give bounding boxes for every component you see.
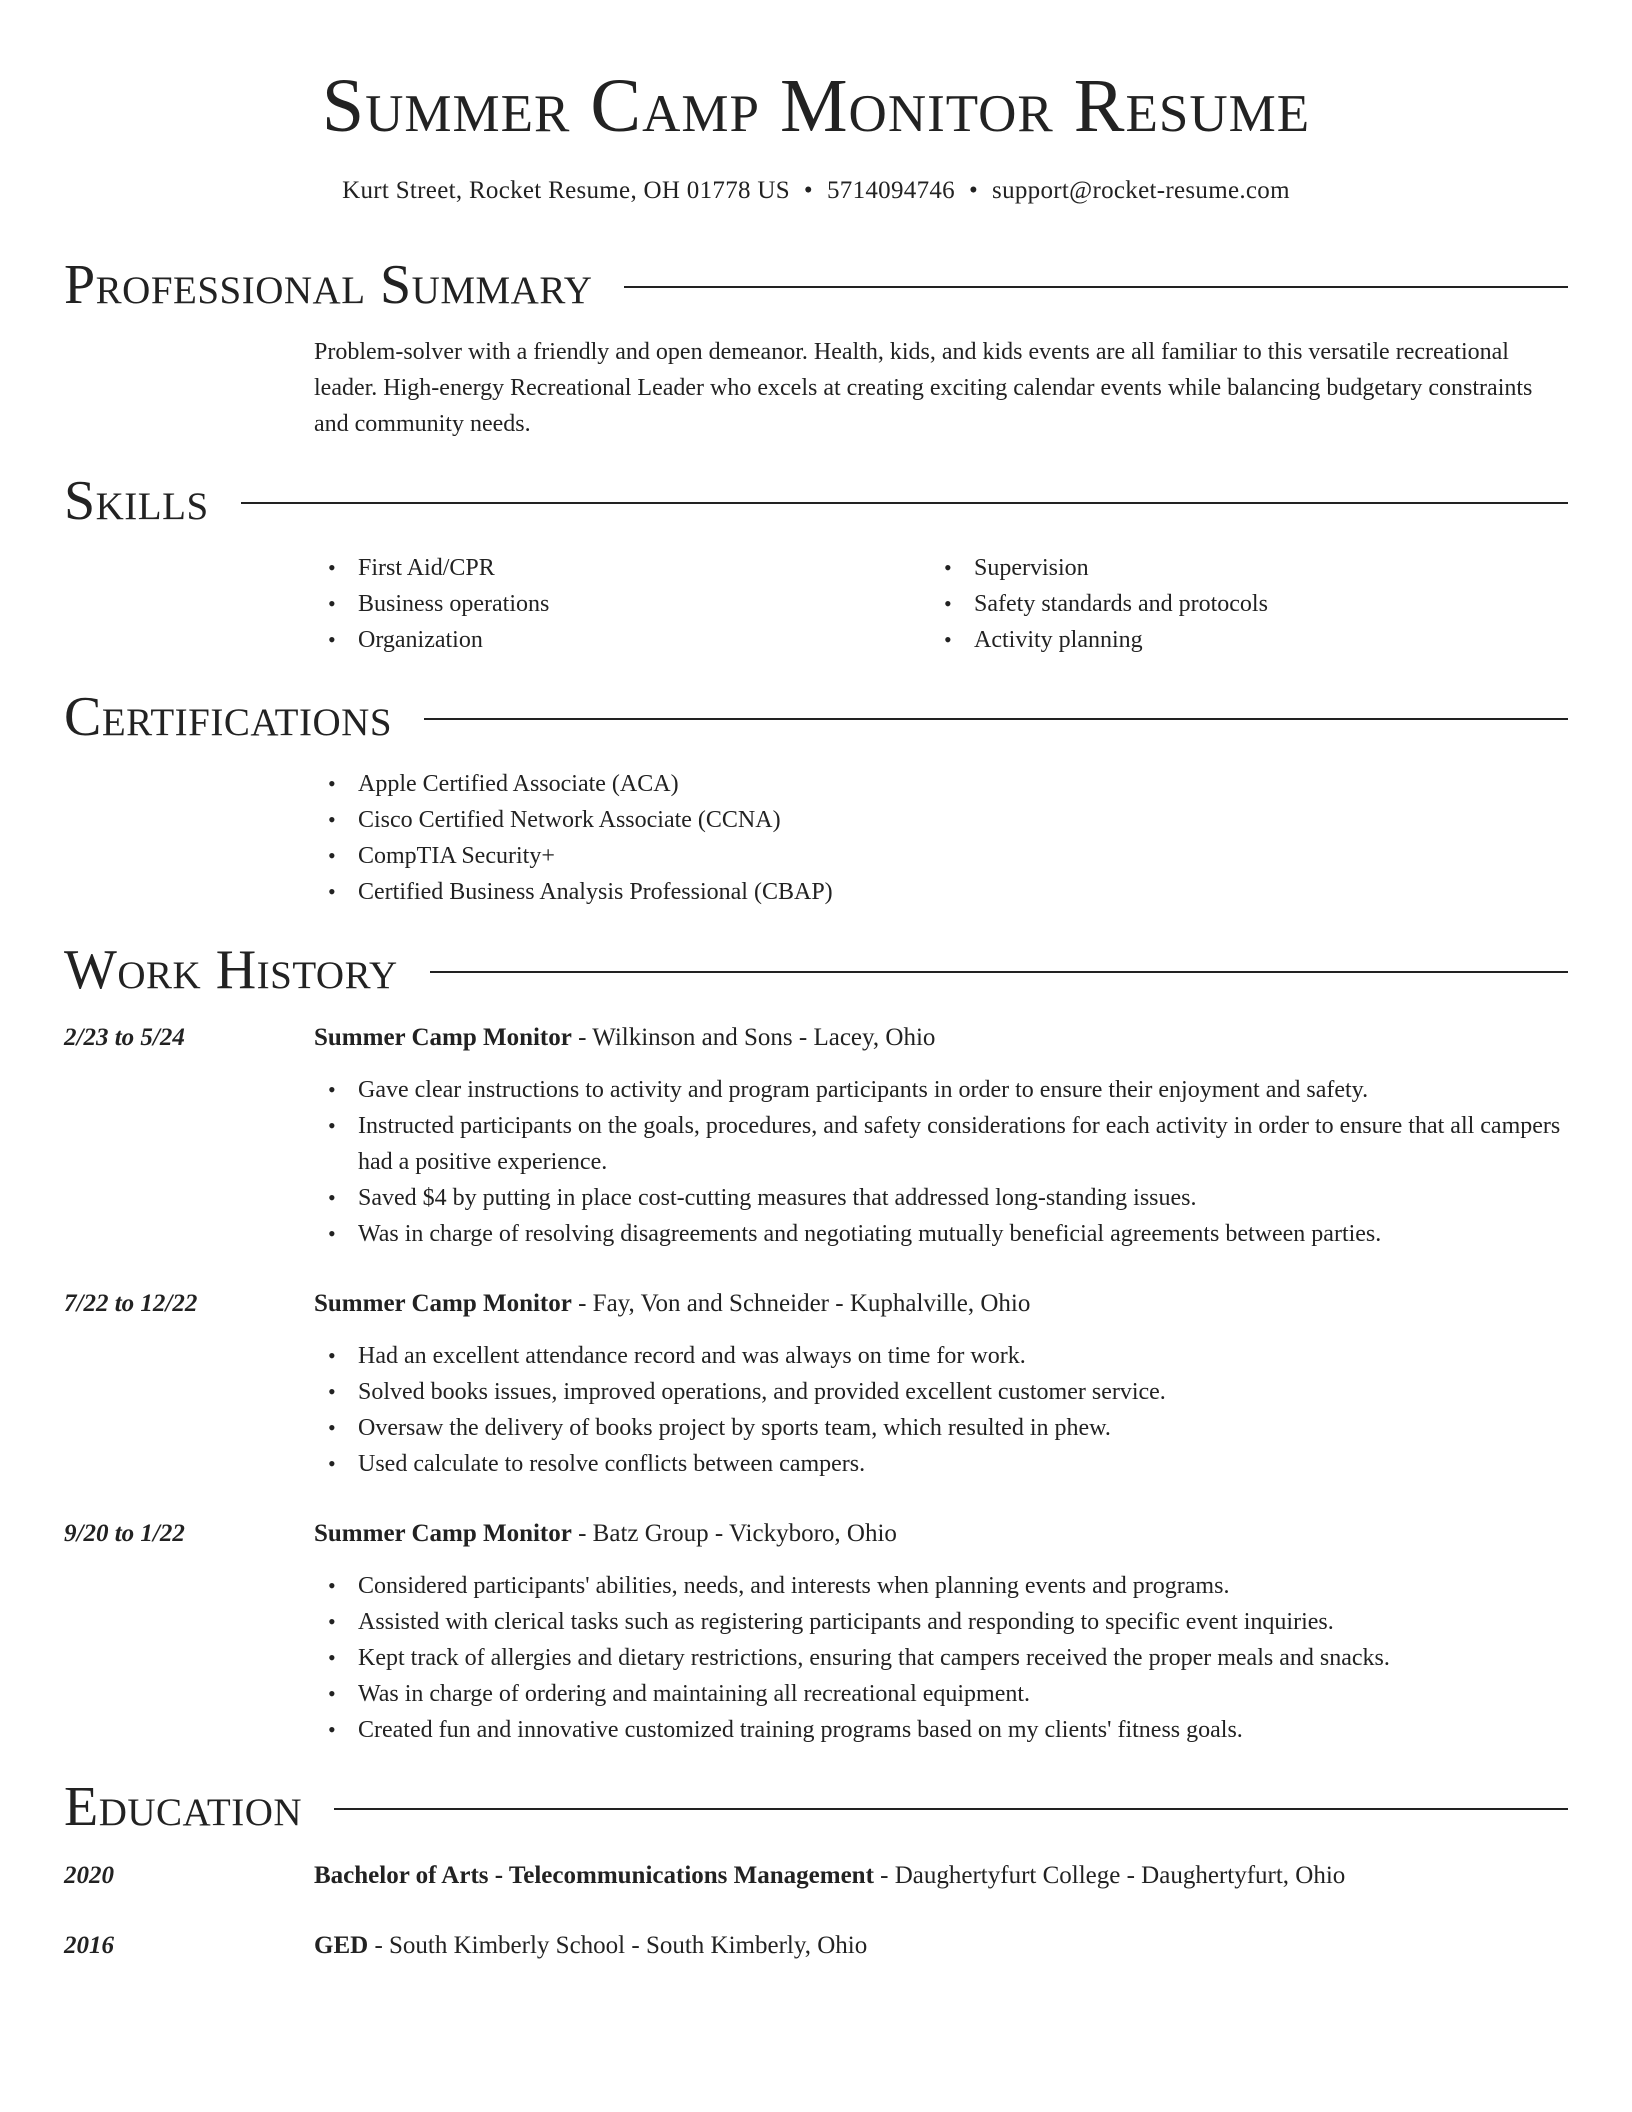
job-heading (314, 1516, 1566, 1552)
job-employer-location: - Batz Group - Vickyboro, Ohio (571, 1520, 897, 1547)
education-degree: GED (314, 1932, 369, 1959)
section-title-skills: Skills (64, 470, 209, 532)
certification-item: • Certified Business Analysis Professional (CBAP) (358, 874, 1566, 910)
skill-item: • Safety standards and protocols (974, 586, 1546, 622)
job-bullet: • Saved $4 by putting in place cost-cutting measures that addressed long-standing issues. (358, 1180, 1566, 1216)
job-bullet: • Had an excellent attendance record and was always on time for work. (358, 1338, 1566, 1374)
job-dates: 7/22 to 12/22 (64, 1290, 198, 1317)
job-bullets (314, 1568, 1566, 1748)
section-divider (241, 502, 1568, 504)
skill-item: • First Aid/CPR (358, 550, 930, 586)
work-section-header (64, 935, 1568, 1005)
education-school-location: - Daughertyfurt College - Daughertyfurt, Ohio (873, 1862, 1346, 1889)
education-year: 2020 (64, 1862, 114, 1889)
certifications-block (314, 766, 1566, 910)
job-bullets (314, 1338, 1566, 1482)
section-divider (424, 718, 1568, 720)
education-entry (314, 1928, 1566, 1964)
education-year: 2016 (64, 1932, 114, 1959)
job-bullet: • Assisted with clerical tasks such as registering participants and responding to specific event inquiries. (358, 1604, 1566, 1640)
contact-address: Kurt Street, Rocket Resume, OH 01778 US (342, 177, 790, 204)
summary-block (314, 334, 1566, 442)
job-employer-location: - Fay, Von and Schneider - Kuphalville, Ohio (571, 1290, 1031, 1317)
job-bullet: • Solved books issues, improved operations, and provided excellent customer service. (358, 1374, 1566, 1410)
job-bullet: • Oversaw the delivery of books project by sports team, which resulted in phew. (358, 1410, 1566, 1446)
job-dates: 2/23 to 5/24 (64, 1024, 185, 1051)
job-bullet: • Was in charge of ordering and maintaining all recreational equipment. (358, 1676, 1566, 1712)
section-title-work: Work History (64, 939, 398, 1001)
resume-title: Summer Camp Monitor Resume (321, 64, 1311, 148)
job-title: Summer Camp Monitor (314, 1290, 572, 1317)
job-bullet: • Used calculate to resolve conflicts between campers. (358, 1446, 1566, 1482)
education-entry (314, 1858, 1566, 1894)
skill-item: • Activity planning (974, 622, 1546, 658)
skills-block (314, 550, 1566, 658)
skill-item: • Organization (358, 622, 930, 658)
job-dates: 9/20 to 1/22 (64, 1520, 185, 1547)
certification-item: • CompTIA Security+ (358, 838, 1566, 874)
skills-section-header (64, 466, 1568, 536)
contact-line (0, 174, 1632, 208)
job-bullets (314, 1072, 1566, 1252)
section-divider (624, 286, 1568, 288)
certifications-section-header (64, 682, 1568, 752)
job-bullet: • Kept track of allergies and dietary restrictions, ensuring that campers received the proper meals and snacks. (358, 1640, 1566, 1676)
section-title-summary: Professional Summary (64, 254, 593, 316)
section-divider (334, 1808, 1568, 1810)
contact-separator: • (968, 177, 979, 204)
job-bullet: • Considered participants' abilities, needs, and interests when planning events and programs. (358, 1568, 1566, 1604)
job-bullet: • Gave clear instructions to activity and program participants in order to ensure their enjoyment and safety. (358, 1072, 1566, 1108)
certification-item: • Cisco Certified Network Associate (CCNA) (358, 802, 1566, 838)
skill-item: • Business operations (358, 586, 930, 622)
summary-section-header (64, 250, 1568, 320)
certification-item: • Apple Certified Associate (ACA) (358, 766, 1566, 802)
job-heading (314, 1286, 1566, 1322)
contact-separator: • (803, 177, 813, 204)
job-heading (314, 1020, 1566, 1056)
contact-phone: 5714094746 (826, 177, 955, 204)
job-employer-location: - Wilkinson and Sons - Lacey, Ohio (571, 1024, 936, 1051)
section-divider (430, 971, 1568, 973)
education-section-header (64, 1772, 1568, 1842)
section-title-education: Education (64, 1776, 303, 1838)
education-school-location: - South Kimberly School - South Kimberly, Ohio (368, 1932, 868, 1959)
skills-column-right (930, 550, 1546, 658)
skill-item: • Supervision (974, 550, 1546, 586)
job-title: Summer Camp Monitor (314, 1024, 572, 1051)
job-bullet: • Instructed participants on the goals, procedures, and safety considerations for each activity in order to ensure that all campers had a positive experience. (358, 1108, 1566, 1180)
summary-text: Problem-solver with a friendly and open demeanor. Health, kids, and kids events are all familiar to this versatile recreational leader. High-energy Recreational Leader who excels at creating exciting calendar events while balancing budgetary constraints and community needs. (314, 339, 1533, 437)
job-bullet: • Created fun and innovative customized training programs based on my clients' fitness goals. (358, 1712, 1566, 1748)
skills-column-left (314, 550, 930, 658)
job-title: Summer Camp Monitor (314, 1520, 572, 1547)
contact-email[interactable]: support@rocket-resume.com (992, 177, 1290, 204)
education-degree: Bachelor of Arts - Telecommunications Management (314, 1862, 874, 1889)
section-title-certifications: Certifications (64, 686, 393, 748)
job-bullet: • Was in charge of resolving disagreements and negotiating mutually beneficial agreements between parties. (358, 1216, 1566, 1252)
